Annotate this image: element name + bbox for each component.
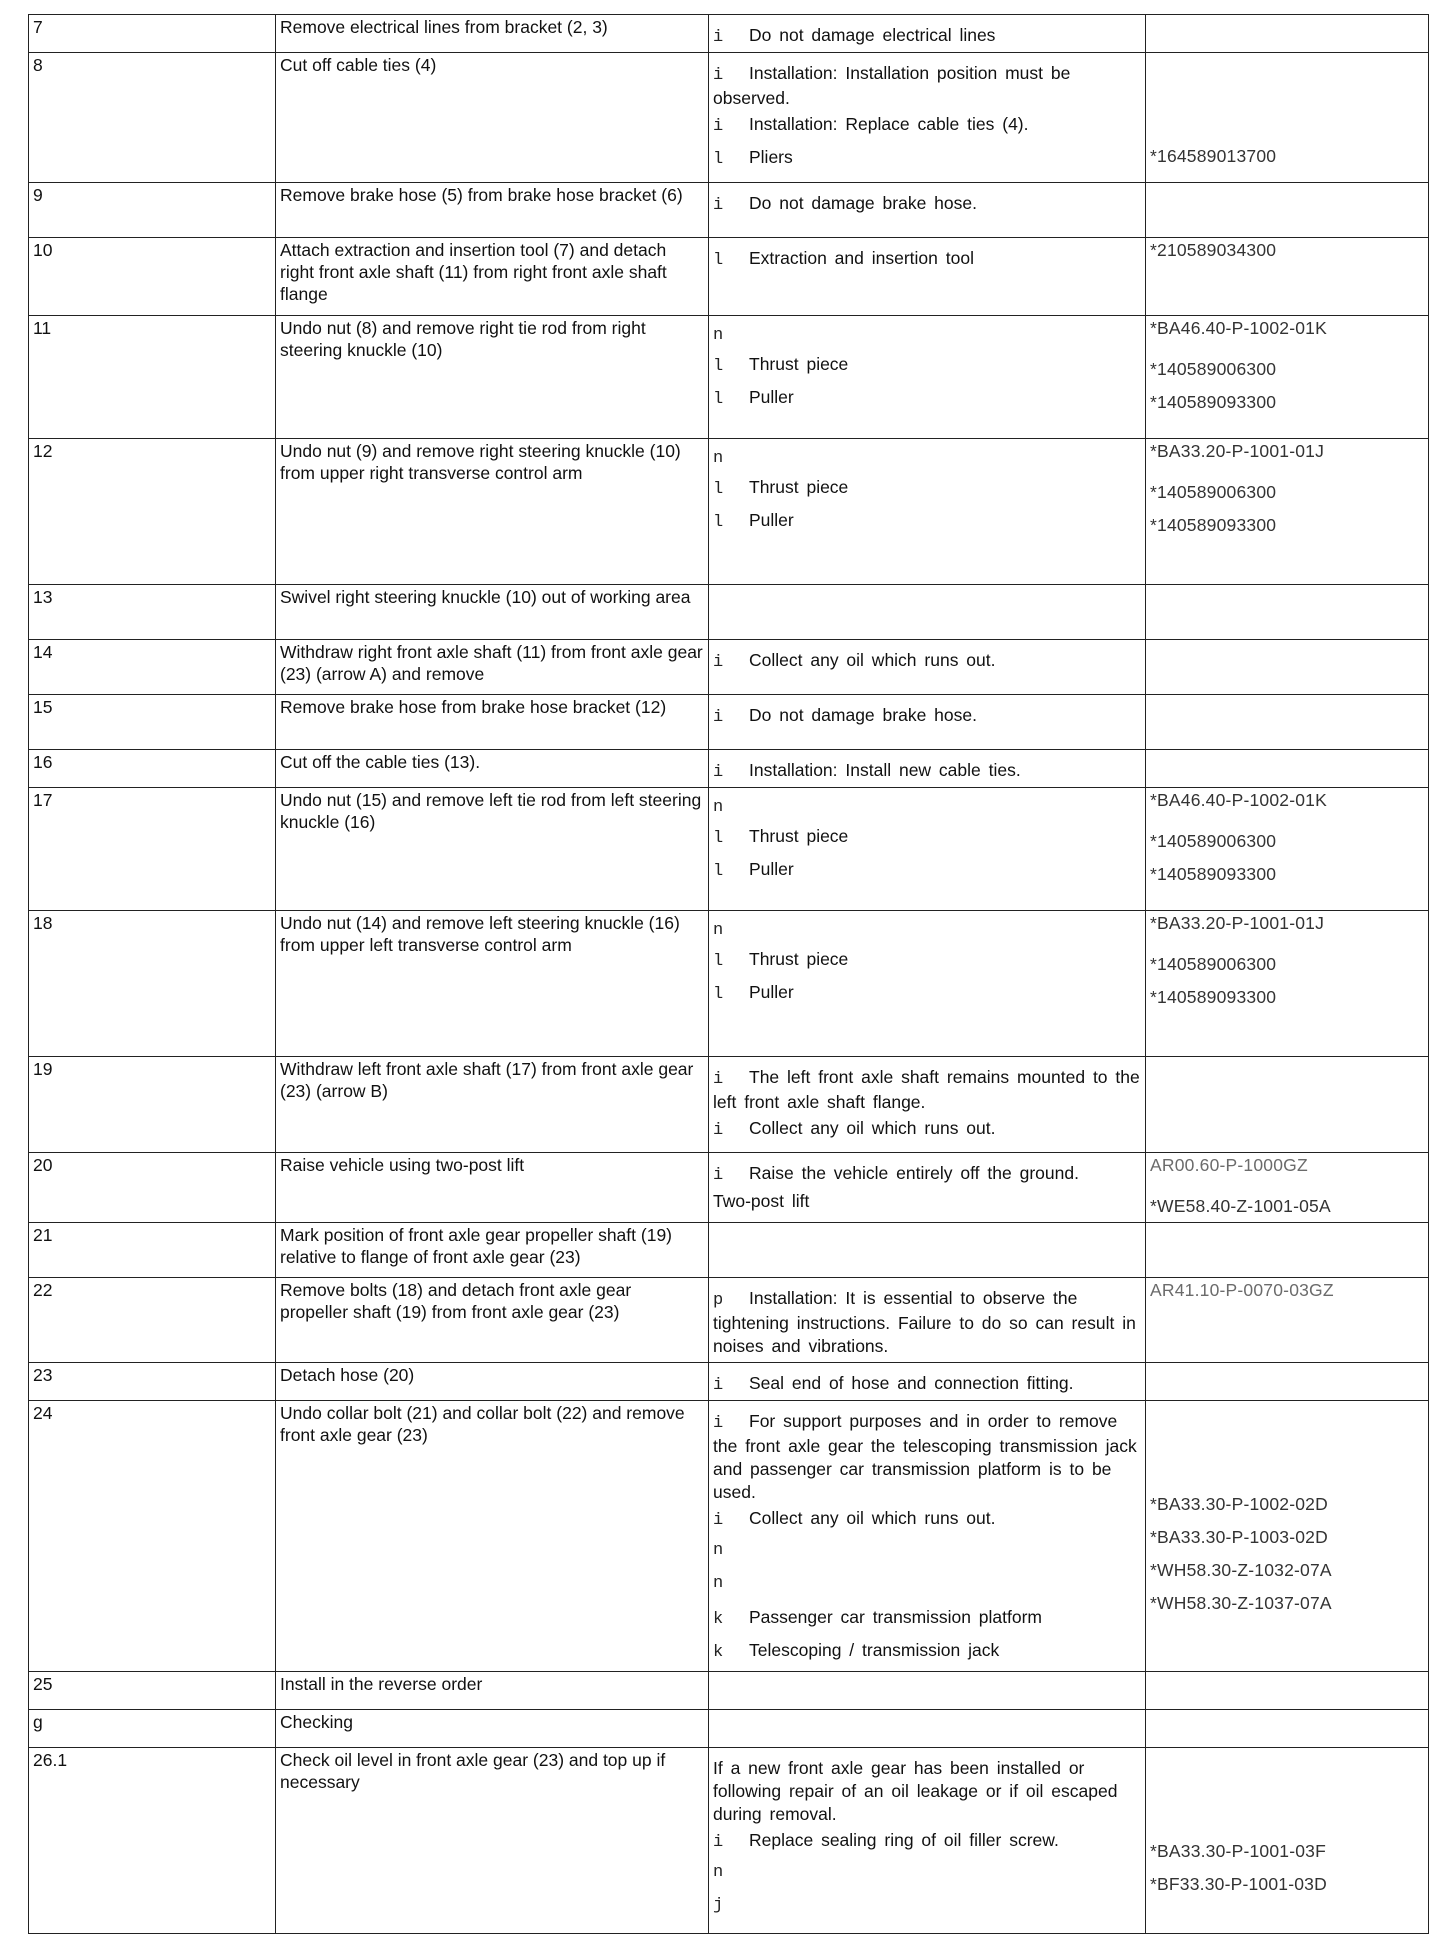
step-description: Withdraw right front axle shaft (11) from front axle gear (23) (arrow A) and remove xyxy=(276,640,709,695)
note-line xyxy=(713,184,1141,217)
table-row xyxy=(29,15,1429,53)
step-notes xyxy=(709,53,1146,183)
step-notes xyxy=(709,750,1146,788)
table-row xyxy=(29,1223,1429,1278)
step-number: 11 xyxy=(29,316,276,439)
procedure-table xyxy=(28,14,1429,1934)
note-line xyxy=(713,350,1141,383)
note-symbol-icon: i xyxy=(713,28,724,47)
step-references xyxy=(1146,238,1429,316)
step-references xyxy=(1146,1401,1429,1672)
step-description: Cut off the cable ties (13). xyxy=(276,750,709,788)
table-row xyxy=(29,1401,1429,1672)
step-notes xyxy=(709,788,1146,911)
note-text: The left front axle shaft remains mounted to the left front axle shaft flange. xyxy=(713,1067,1140,1112)
note-symbol-icon: i xyxy=(713,196,724,215)
note-text: Collect any oil which runs out. xyxy=(749,650,996,670)
reference-spacer xyxy=(1150,1452,1424,1485)
table-row xyxy=(29,1710,1429,1748)
step-references xyxy=(1146,1672,1429,1710)
note-text: Thrust piece xyxy=(749,477,849,497)
note-symbol-icon: l xyxy=(713,251,724,270)
note-line xyxy=(713,1537,1141,1570)
step-number: 17 xyxy=(29,788,276,911)
table-row xyxy=(29,1672,1429,1710)
note-symbol-icon: n xyxy=(713,798,724,817)
note-line xyxy=(713,1504,1141,1537)
table-row xyxy=(29,750,1429,788)
step-references xyxy=(1146,640,1429,695)
step-references xyxy=(1146,15,1429,53)
note-line xyxy=(713,110,1141,143)
note-symbol-icon: l xyxy=(713,513,724,532)
step-references xyxy=(1146,1223,1429,1278)
note-text: For support purposes and in order to remove the front axle gear the telescoping transmission jack and passenger car transmission platform is to be used. xyxy=(713,1411,1137,1502)
step-notes xyxy=(709,316,1146,439)
note-line xyxy=(713,317,1141,350)
step-number: 25 xyxy=(29,1672,276,1710)
reference-link[interactable]: *140589093300 xyxy=(1150,864,1277,884)
table-row xyxy=(29,1363,1429,1401)
note-text: Raise the vehicle entirely off the ground. xyxy=(749,1163,1079,1183)
note-line xyxy=(713,1364,1141,1397)
table-row xyxy=(29,911,1429,1057)
reference-spacer xyxy=(1150,1799,1424,1832)
step-description: Swivel right steering knuckle (10) out of working area xyxy=(276,585,709,640)
note-text: Two-post lift xyxy=(713,1191,810,1211)
step-number: 12 xyxy=(29,439,276,585)
step-number: 8 xyxy=(29,53,276,183)
step-description: Mark position of front axle gear propeller shaft (19) relative to flange of front axle gear (23) xyxy=(276,1223,709,1278)
step-description: Remove bolts (18) and detach front axle gear propeller shaft (19) from front axle gear (23) xyxy=(276,1278,709,1363)
step-description: Withdraw left front axle shaft (17) from front axle gear (23) (arrow B) xyxy=(276,1057,709,1153)
reference-link[interactable]: *BA33.30-P-1001-03F xyxy=(1150,1841,1326,1861)
reference-spacer xyxy=(1150,1402,1424,1452)
reference-spacer xyxy=(1150,54,1424,104)
note-symbol-icon: n xyxy=(713,449,724,468)
table-row xyxy=(29,1057,1429,1153)
reference-link[interactable]: *BA33.30-P-1002-02D xyxy=(1150,1494,1328,1514)
note-line xyxy=(713,1402,1141,1504)
table-row xyxy=(29,788,1429,911)
reference-spacer xyxy=(1150,1749,1424,1799)
step-references xyxy=(1146,53,1429,183)
note-symbol-icon: i xyxy=(713,1070,724,1089)
note-symbol-icon: k xyxy=(713,1643,724,1662)
step-number: 22 xyxy=(29,1278,276,1363)
step-notes xyxy=(709,1710,1146,1748)
table-row xyxy=(29,1748,1429,1934)
note-symbol-icon: l xyxy=(713,829,724,848)
step-description: Undo collar bolt (21) and collar bolt (22) and remove front axle gear (23) xyxy=(276,1401,709,1672)
step-number: 14 xyxy=(29,640,276,695)
note-symbol-icon: k xyxy=(713,1610,724,1629)
note-symbol-icon: l xyxy=(713,985,724,1004)
note-line xyxy=(713,440,1141,473)
step-number: 20 xyxy=(29,1153,276,1223)
step-references xyxy=(1146,439,1429,585)
note-symbol-icon: l xyxy=(713,357,724,376)
step-notes xyxy=(709,1153,1146,1223)
step-description: Remove electrical lines from bracket (2, 3) xyxy=(276,15,709,53)
step-references xyxy=(1146,1363,1429,1401)
reference-link[interactable]: *BA33.20-P-1001-01J xyxy=(1150,913,1325,933)
step-references xyxy=(1146,316,1429,439)
note-text: Do not damage brake hose. xyxy=(749,193,977,213)
step-notes xyxy=(709,1223,1146,1278)
note-line xyxy=(713,143,1141,176)
note-line xyxy=(713,506,1141,539)
step-number: 7 xyxy=(29,15,276,53)
step-notes xyxy=(709,911,1146,1057)
step-notes xyxy=(709,1748,1146,1934)
note-symbol-icon: i xyxy=(713,1376,724,1395)
step-number: 21 xyxy=(29,1223,276,1278)
reference-link[interactable]: *140589093300 xyxy=(1150,392,1277,412)
step-number: 15 xyxy=(29,695,276,750)
note-symbol-icon: i xyxy=(713,1833,724,1852)
step-number: 19 xyxy=(29,1057,276,1153)
reference-link[interactable]: *210589034300 xyxy=(1150,240,1277,260)
note-text: Do not damage electrical lines xyxy=(749,25,996,45)
step-references xyxy=(1146,183,1429,238)
reference-spacer xyxy=(1150,104,1424,137)
note-text: Collect any oil which runs out. xyxy=(749,1118,996,1138)
note-line xyxy=(713,912,1141,945)
step-description: Detach hose (20) xyxy=(276,1363,709,1401)
step-number: 16 xyxy=(29,750,276,788)
step-description: Checking xyxy=(276,1710,709,1748)
note-text: Thrust piece xyxy=(749,354,849,374)
table-row xyxy=(29,53,1429,183)
step-notes xyxy=(709,238,1146,316)
note-symbol-icon: i xyxy=(713,1414,724,1433)
note-symbol-icon: n xyxy=(713,1541,724,1560)
step-description: Remove brake hose from brake hose bracket (12) xyxy=(276,695,709,750)
note-symbol-icon: n xyxy=(713,1574,724,1593)
note-text: Telescoping / transmission jack xyxy=(749,1640,1000,1660)
step-references xyxy=(1146,1278,1429,1363)
step-description: Attach extraction and insertion tool (7) and detach right front axle shaft (11) from right front axle shaft flange xyxy=(276,238,709,316)
note-symbol-icon: l xyxy=(713,952,724,971)
note-symbol-icon: i xyxy=(713,66,724,85)
note-text: Extraction and insertion tool xyxy=(749,248,974,268)
note-text: Replace sealing ring of oil filler screw. xyxy=(749,1830,1059,1850)
reference-link[interactable]: *140589006300 xyxy=(1150,831,1277,851)
step-description: Undo nut (9) and remove right steering knuckle (10) from upper right transverse control arm xyxy=(276,439,709,585)
step-references xyxy=(1146,695,1429,750)
step-notes xyxy=(709,1672,1146,1710)
step-number: g xyxy=(29,1710,276,1748)
reference-link[interactable]: *WH58.30-Z-1037-07A xyxy=(1150,1593,1332,1613)
note-text: Thrust piece xyxy=(749,826,849,846)
reference-link[interactable]: *140589006300 xyxy=(1150,954,1277,974)
note-line xyxy=(713,1826,1141,1859)
note-text: Puller xyxy=(749,510,794,530)
procedure-table-body xyxy=(29,15,1429,1934)
step-notes xyxy=(709,439,1146,585)
reference-link[interactable]: *140589006300 xyxy=(1150,482,1277,502)
note-line xyxy=(713,54,1141,110)
note-text: Puller xyxy=(749,982,794,1002)
step-description: Install in the reverse order xyxy=(276,1672,709,1710)
note-line xyxy=(713,945,1141,978)
note-symbol-icon: j xyxy=(713,1896,724,1915)
note-text: If a new front axle gear has been installed or following repair of an oil leakage or if oil escaped during removal. xyxy=(713,1758,1118,1824)
reference-link[interactable]: *140589006300 xyxy=(1150,359,1277,379)
note-text: Collect any oil which runs out. xyxy=(749,1508,996,1528)
step-description: Undo nut (8) and remove right tie rod from right steering knuckle (10) xyxy=(276,316,709,439)
step-description: Check oil level in front axle gear (23) and top up if necessary xyxy=(276,1748,709,1934)
note-symbol-icon: l xyxy=(713,862,724,881)
note-line xyxy=(713,1603,1141,1636)
step-description: Undo nut (14) and remove left steering knuckle (16) from upper left transverse control arm xyxy=(276,911,709,1057)
note-line xyxy=(713,1859,1141,1892)
note-text: Installation: Installation position must be observed. xyxy=(713,63,1071,108)
note-line xyxy=(713,696,1141,729)
note-text: Passenger car transmission platform xyxy=(749,1607,1042,1627)
table-row xyxy=(29,695,1429,750)
reference-link[interactable]: *140589093300 xyxy=(1150,515,1277,535)
note-text: Installation: It is essential to observe the tightening instructions. Failure to do so can result in noises and vibrations. xyxy=(713,1288,1136,1356)
note-text: Pliers xyxy=(749,147,793,167)
step-notes xyxy=(709,640,1146,695)
note-symbol-icon: l xyxy=(713,150,724,169)
note-symbol-icon: i xyxy=(713,1166,724,1185)
note-text: Puller xyxy=(749,387,794,407)
reference-link[interactable]: *BA46.40-P-1002-01K xyxy=(1150,790,1327,810)
reference-link[interactable]: *BA33.20-P-1001-01J xyxy=(1150,441,1325,461)
note-line xyxy=(713,1114,1141,1147)
table-row xyxy=(29,640,1429,695)
step-references xyxy=(1146,1748,1429,1934)
step-number: 18 xyxy=(29,911,276,1057)
note-line xyxy=(713,383,1141,416)
note-symbol-icon: i xyxy=(713,763,724,782)
note-symbol-icon: n xyxy=(713,1863,724,1882)
step-number: 24 xyxy=(29,1401,276,1672)
note-symbol-icon: i xyxy=(713,117,724,136)
note-symbol-icon: i xyxy=(713,1511,724,1530)
reference-link[interactable]: *140589093300 xyxy=(1150,987,1277,1007)
step-number: 10 xyxy=(29,238,276,316)
note-line xyxy=(713,789,1141,822)
note-line xyxy=(713,855,1141,888)
table-row xyxy=(29,316,1429,439)
table-row xyxy=(29,585,1429,640)
note-line xyxy=(713,751,1141,784)
step-number: 23 xyxy=(29,1363,276,1401)
note-line xyxy=(713,1279,1141,1358)
note-symbol-icon: l xyxy=(713,480,724,499)
note-symbol-icon: n xyxy=(713,326,724,345)
step-description: Undo nut (15) and remove left tie rod from left steering knuckle (16) xyxy=(276,788,709,911)
note-line xyxy=(713,1058,1141,1114)
step-references xyxy=(1146,1057,1429,1153)
step-number: 26.1 xyxy=(29,1748,276,1934)
note-symbol-icon: i xyxy=(713,708,724,727)
step-notes xyxy=(709,585,1146,640)
note-line xyxy=(713,1892,1141,1925)
table-row xyxy=(29,1278,1429,1363)
table-row xyxy=(29,183,1429,238)
step-notes xyxy=(709,1278,1146,1363)
note-line xyxy=(713,1636,1141,1669)
note-line xyxy=(713,1154,1141,1187)
reference-link[interactable]: *164589013700 xyxy=(1150,146,1277,166)
table-row xyxy=(29,439,1429,585)
note-line xyxy=(713,1570,1141,1603)
step-references xyxy=(1146,788,1429,911)
reference-link[interactable]: AR00.60-P-1000GZ xyxy=(1150,1155,1308,1175)
step-references xyxy=(1146,750,1429,788)
reference-link[interactable]: AR41.10-P-0070-03GZ xyxy=(1150,1280,1334,1300)
note-text: Installation: Install new cable ties. xyxy=(749,760,1021,780)
note-symbol-icon: i xyxy=(713,1121,724,1140)
step-notes xyxy=(709,1057,1146,1153)
reference-link[interactable]: *WH58.30-Z-1032-07A xyxy=(1150,1560,1332,1580)
reference-link[interactable]: *BA46.40-P-1002-01K xyxy=(1150,318,1327,338)
note-line xyxy=(713,1749,1141,1826)
note-line xyxy=(713,473,1141,506)
step-references xyxy=(1146,1710,1429,1748)
step-description: Remove brake hose (5) from brake hose bracket (6) xyxy=(276,183,709,238)
note-line xyxy=(713,978,1141,1011)
step-references xyxy=(1146,1153,1429,1223)
step-references xyxy=(1146,585,1429,640)
step-notes xyxy=(709,695,1146,750)
step-number: 9 xyxy=(29,183,276,238)
step-number: 13 xyxy=(29,585,276,640)
step-notes xyxy=(709,15,1146,53)
reference-link[interactable]: *BF33.30-P-1001-03D xyxy=(1150,1874,1327,1894)
step-notes xyxy=(709,1401,1146,1672)
note-symbol-icon: i xyxy=(713,653,724,672)
step-notes xyxy=(709,1363,1146,1401)
note-text: Do not damage brake hose. xyxy=(749,705,977,725)
step-references xyxy=(1146,911,1429,1057)
note-symbol-icon: l xyxy=(713,390,724,409)
note-symbol-icon: p xyxy=(713,1291,724,1310)
note-line xyxy=(713,1187,1141,1220)
note-line xyxy=(713,822,1141,855)
table-row xyxy=(29,238,1429,316)
table-row xyxy=(29,1153,1429,1223)
reference-link[interactable]: *BA33.30-P-1003-02D xyxy=(1150,1527,1328,1547)
step-notes xyxy=(709,183,1146,238)
note-line xyxy=(713,16,1141,49)
note-text: Thrust piece xyxy=(749,949,849,969)
step-description: Raise vehicle using two-post lift xyxy=(276,1153,709,1223)
note-symbol-icon: n xyxy=(713,921,724,940)
note-line xyxy=(713,641,1141,674)
step-description: Cut off cable ties (4) xyxy=(276,53,709,183)
note-text: Seal end of hose and connection fitting. xyxy=(749,1373,1074,1393)
note-text: Installation: Replace cable ties (4). xyxy=(749,114,1029,134)
reference-link[interactable]: *WE58.40-Z-1001-05A xyxy=(1150,1196,1331,1216)
note-text: Puller xyxy=(749,859,794,879)
note-line xyxy=(713,239,1141,272)
